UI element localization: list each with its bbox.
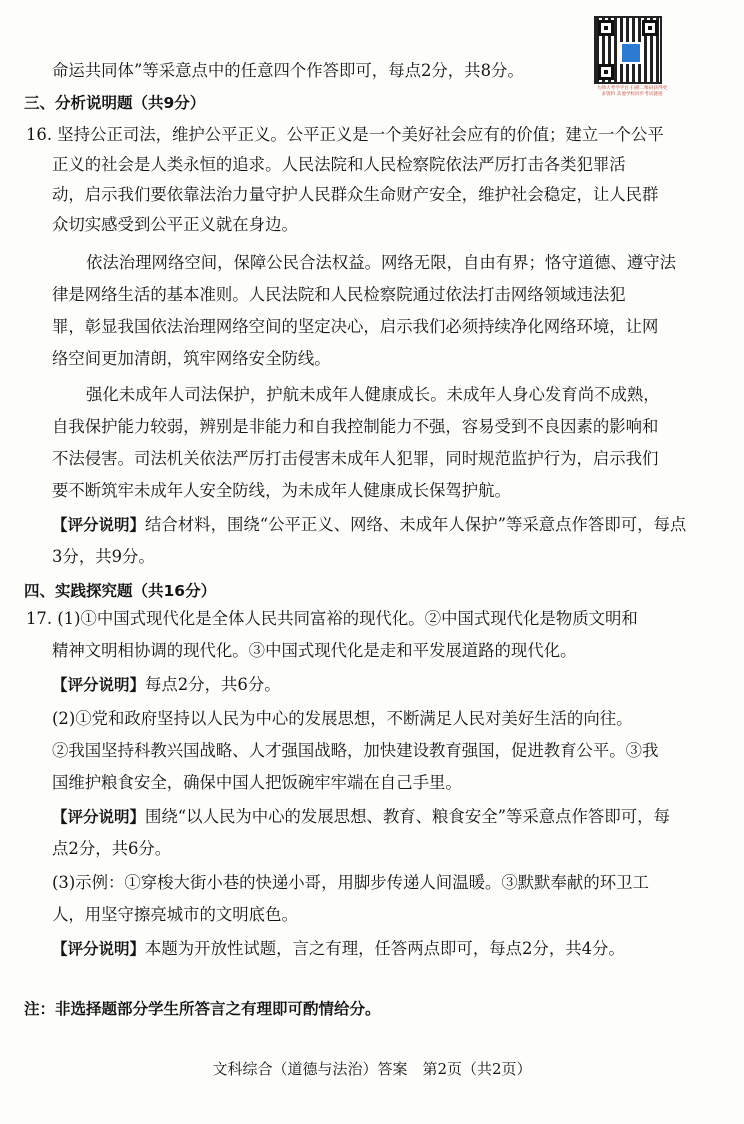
text-line: 点2分，共6分。: [52, 839, 172, 858]
text-line: 络空间更加清朗，筑牢网络安全防线。: [52, 349, 331, 368]
text-line: (2)①党和政府坚持以人民为中心的发展思想，不断满足人民对美好生活的向往。: [52, 709, 633, 728]
section-heading: 四、实践探究题（共16分）: [24, 582, 217, 600]
text-line: 罪，彰显我国依法治理网络空间的坚定决心，启示我们必须持续净化网络环境，让网: [52, 317, 659, 336]
text-line: 正义的社会是人类永恒的追求。人民法院和人民检察院依法严厉打击各类犯罪活: [52, 155, 626, 174]
scoring-text: 围绕“以人民为中心的发展思想、教育、粮食安全”等采意点作答即可，每: [145, 807, 670, 826]
qr-caption: 九师大考学平台 扫描二维码获得更多资料 其他学校同步考试链接: [596, 86, 668, 97]
text-line: 动，启示我们要依靠法治力量守护人民群众生命财产安全，维护社会稳定，让人民群: [52, 185, 659, 204]
scoring-label: 【评分说明】: [52, 516, 146, 534]
scoring-text: 每点2分，共6分。: [145, 675, 281, 694]
scoring-note: [52, 938, 625, 960]
text-line: 要不断筑牢未成年人安全防线，为未成年人健康成长保驾护航。: [52, 481, 511, 500]
text-line: 17. (1)①中国式现代化是全体人民共同富裕的现代化。②中国式现代化是物质文明和: [26, 609, 638, 628]
text-line: 不法侵害。司法机关依法严厉打击侵害未成年人犯罪，同时规范监护行为，启示我们: [52, 449, 659, 468]
qr-finder-icon: [598, 64, 614, 80]
scoring-text: 结合材料，围绕“公平正义、网络、未成年人保护”等采意点作答即可，每点: [145, 515, 687, 534]
qr-code: [594, 16, 662, 84]
scoring-note: [52, 514, 686, 536]
text-line: 依法治理网络空间，保障公民合法权益。网络无限，自由有界；恪守道德、遵守法: [86, 253, 677, 272]
page-footer: 文科综合（道德与法治）答案 第2页（共2页）: [212, 1060, 532, 1078]
text-line: 国维护粮食安全，确保中国人把饭碗牢牢端在自己手里。: [52, 773, 462, 792]
text-line: 命运共同体”等采意点中的任意四个作答即可，每点2分，共8分。: [52, 61, 524, 80]
qr-logo-icon: [620, 42, 642, 64]
section-heading: 三、分析说明题（共9分）: [24, 94, 206, 112]
text-line: 众切实感受到公平正义就在身边。: [52, 215, 298, 234]
qr-finder-icon: [598, 20, 614, 36]
text-line: ②我国坚持科教兴国战略、人才强国战略，加快建设教育强国，促进教育公平。③我: [52, 741, 659, 760]
qr-finder-icon: [642, 20, 658, 36]
text-line: 3分，共9分。: [52, 547, 155, 566]
scoring-label: 【评分说明】: [52, 676, 146, 694]
scoring-label: 【评分说明】: [52, 940, 146, 958]
scoring-note: [52, 674, 281, 696]
scoring-label: 【评分说明】: [52, 808, 146, 826]
scoring-text: 本题为开放性试题，言之有理，任答两点即可，每点2分，共4分。: [145, 939, 625, 958]
text-line: 精神文明相协调的现代化。③中国式现代化是走和平发展道路的现代化。: [52, 641, 577, 660]
text-line: 16. 坚持公正司法，维护公平正义。公平正义是一个美好社会应有的价值；建立一个公平: [26, 125, 664, 144]
text-line: 强化未成年人司法保护，护航未成年人健康成长。未成年人身心发育尚不成熟，: [86, 385, 660, 404]
scoring-note: [52, 806, 670, 828]
text-line: 人，用坚守擦亮城市的文明底色。: [52, 905, 298, 924]
general-note: 注：非选择题部分学生所答言之有理即可酌情给分。: [24, 1000, 381, 1018]
text-line: (3)示例：①穿梭大街小巷的快递小哥，用脚步传递人间温暖。③默默奉献的环卫工: [52, 873, 649, 892]
text-line: 自我保护能力较弱，辨别是非能力和自我控制能力不强，容易受到不良因素的影响和: [52, 417, 659, 436]
text-line: 律是网络生活的基本准则。人民法院和人民检察院通过依法打击网络领域违法犯: [52, 285, 626, 304]
